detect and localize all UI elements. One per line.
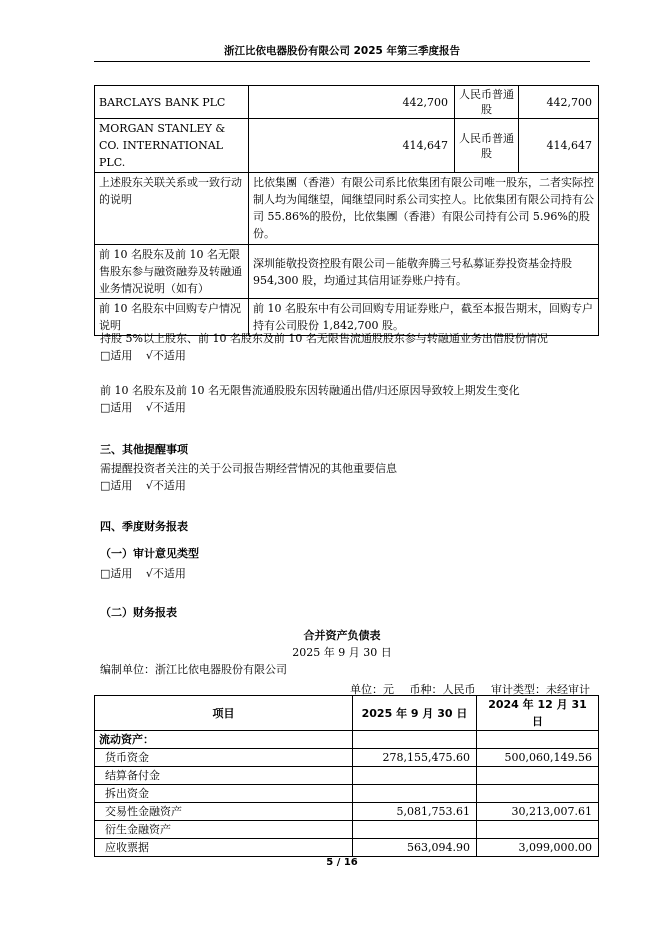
table-row (95, 245, 599, 299)
shareholder-name: BARCLAYS BANK PLC (95, 86, 249, 119)
value-prior: 500,060,149.56 (477, 749, 599, 767)
statement-date: 2025 年 9 月 30 日 (292, 646, 392, 659)
note-text: 深圳能敬投资控股有限公司－能敬奔腾三号私募证券投资基金持股 954,300 股，均通过其信用证券账户持有。 (249, 245, 599, 299)
change-disclosure (100, 382, 592, 416)
table-row (95, 767, 599, 785)
checkbox-apply: □适用 (100, 401, 133, 414)
empty-cell (353, 731, 477, 749)
value-prior (477, 821, 599, 839)
empty-cell (477, 731, 599, 749)
group-label: 流动资产： (95, 731, 353, 749)
item-label: 应收票据 (95, 839, 353, 857)
value-current: 5,081,753.61 (353, 803, 477, 821)
note-label: 前 10 名股东及前 10 名无限售股东参与融资融券及转融通业务情况说明（如有） (95, 245, 249, 299)
checkbox-apply: □适用 (100, 479, 133, 492)
note-text: 前 10 名股东中有公司回购专用证券账户，截至本报告期末，回购专户持有公司股份 1,842,700 股。 (249, 299, 599, 336)
audit-type-label: 审计类型：未经审计 (491, 683, 590, 696)
item-label: 货币资金 (95, 749, 353, 767)
option-line (100, 399, 592, 416)
paragraph-text: 持股 5%以上股东、前 10 名股东及前 10 名无限售流通股股东参与转融通业务出借股份情况 (100, 332, 548, 345)
value-current (353, 785, 477, 803)
item-label: 衍生金融资产 (95, 821, 353, 839)
note-text: 比依集團（香港）有限公司系比依集团有限公司唯一股东，二者实际控制人均为闻继望，闻继望同时系公司实控人。比依集团有限公司持有公司 55.86%的股份，比依集團（香港）有限公司持有公司 5.96%的股份。 (249, 173, 599, 245)
table-row (95, 839, 599, 857)
table-row (95, 86, 599, 119)
shares-held: 442,700 (249, 86, 455, 119)
subsection-heading: （一）审计意见类型 (100, 547, 199, 560)
value-prior (477, 767, 599, 785)
section-heading: 三、其他提醒事项 (100, 443, 188, 456)
report-header: 浙江比依电器股份有限公司 2025 年第三季度报告 (223, 45, 461, 57)
table-row (95, 119, 599, 173)
table-row (95, 785, 599, 803)
statement-title: 合并资产负债表 (303, 629, 381, 642)
paragraph-text: 前 10 名股东及前 10 名无限售流通股股东因转融通出借/归还原因导致较上期发生变化 (100, 384, 520, 397)
value-current (353, 821, 477, 839)
checkbox-not-apply: √不适用 (145, 567, 186, 580)
table-header-row (95, 696, 599, 731)
share-count: 414,647 (519, 119, 599, 173)
lending-disclosure (100, 330, 592, 364)
value-current: 563,094.90 (353, 839, 477, 857)
share-type: 人民币普通股 (455, 119, 519, 173)
shares-held: 414,647 (249, 119, 455, 173)
compiler-unit: 编制单位：浙江比依电器股份有限公司 (100, 663, 287, 676)
value-prior: 3,099,000.00 (477, 839, 599, 857)
table-row (95, 749, 599, 767)
note-label: 前 10 名股东中回购专户情况说明 (95, 299, 249, 336)
share-count: 442,700 (519, 86, 599, 119)
checkbox-apply: □适用 (100, 349, 133, 362)
value-prior: 30,213,007.61 (477, 803, 599, 821)
column-header-current: 2025 年 9 月 30 日 (353, 696, 477, 731)
table-row (95, 821, 599, 839)
note-label: 上述股东关联关系或一致行动的说明 (95, 173, 249, 245)
value-current: 278,155,475.60 (353, 749, 477, 767)
page-number: 5 / 16 (326, 857, 358, 868)
checkbox-not-apply: √不适用 (145, 349, 186, 362)
table-row (95, 803, 599, 821)
reminder-disclosure (100, 460, 592, 494)
option-line (100, 347, 592, 364)
audit-opinion-options (100, 565, 592, 582)
checkbox-not-apply: √不适用 (145, 401, 186, 414)
balance-sheet-table (94, 695, 599, 857)
table-row (95, 731, 599, 749)
share-type: 人民币普通股 (455, 86, 519, 119)
value-current (353, 767, 477, 785)
checkbox-apply: □适用 (100, 567, 133, 580)
checkbox-not-apply: √不适用 (145, 479, 186, 492)
value-prior (477, 785, 599, 803)
section-heading: 四、季度财务报表 (100, 520, 188, 533)
item-label: 结算备付金 (95, 767, 353, 785)
unit-label: 单位：元 (350, 683, 394, 696)
item-label: 拆出资金 (95, 785, 353, 803)
item-label: 交易性金融资产 (95, 803, 353, 821)
subsection-heading: （二）财务报表 (100, 606, 177, 619)
option-line (100, 477, 592, 494)
column-header-prior: 2024 年 12 月 31 日 (477, 696, 599, 731)
shareholder-name: MORGAN STANLEY & CO. INTERNATIONAL PLC. (95, 119, 249, 173)
shareholder-table (94, 85, 599, 336)
column-header-item: 项目 (95, 696, 353, 731)
currency-label: 币种：人民币 (409, 683, 476, 696)
table-row (95, 173, 599, 245)
paragraph-text: 需提醒投资者关注的关于公司报告期经营情况的其他重要信息 (100, 462, 397, 475)
header-divider (94, 61, 590, 62)
